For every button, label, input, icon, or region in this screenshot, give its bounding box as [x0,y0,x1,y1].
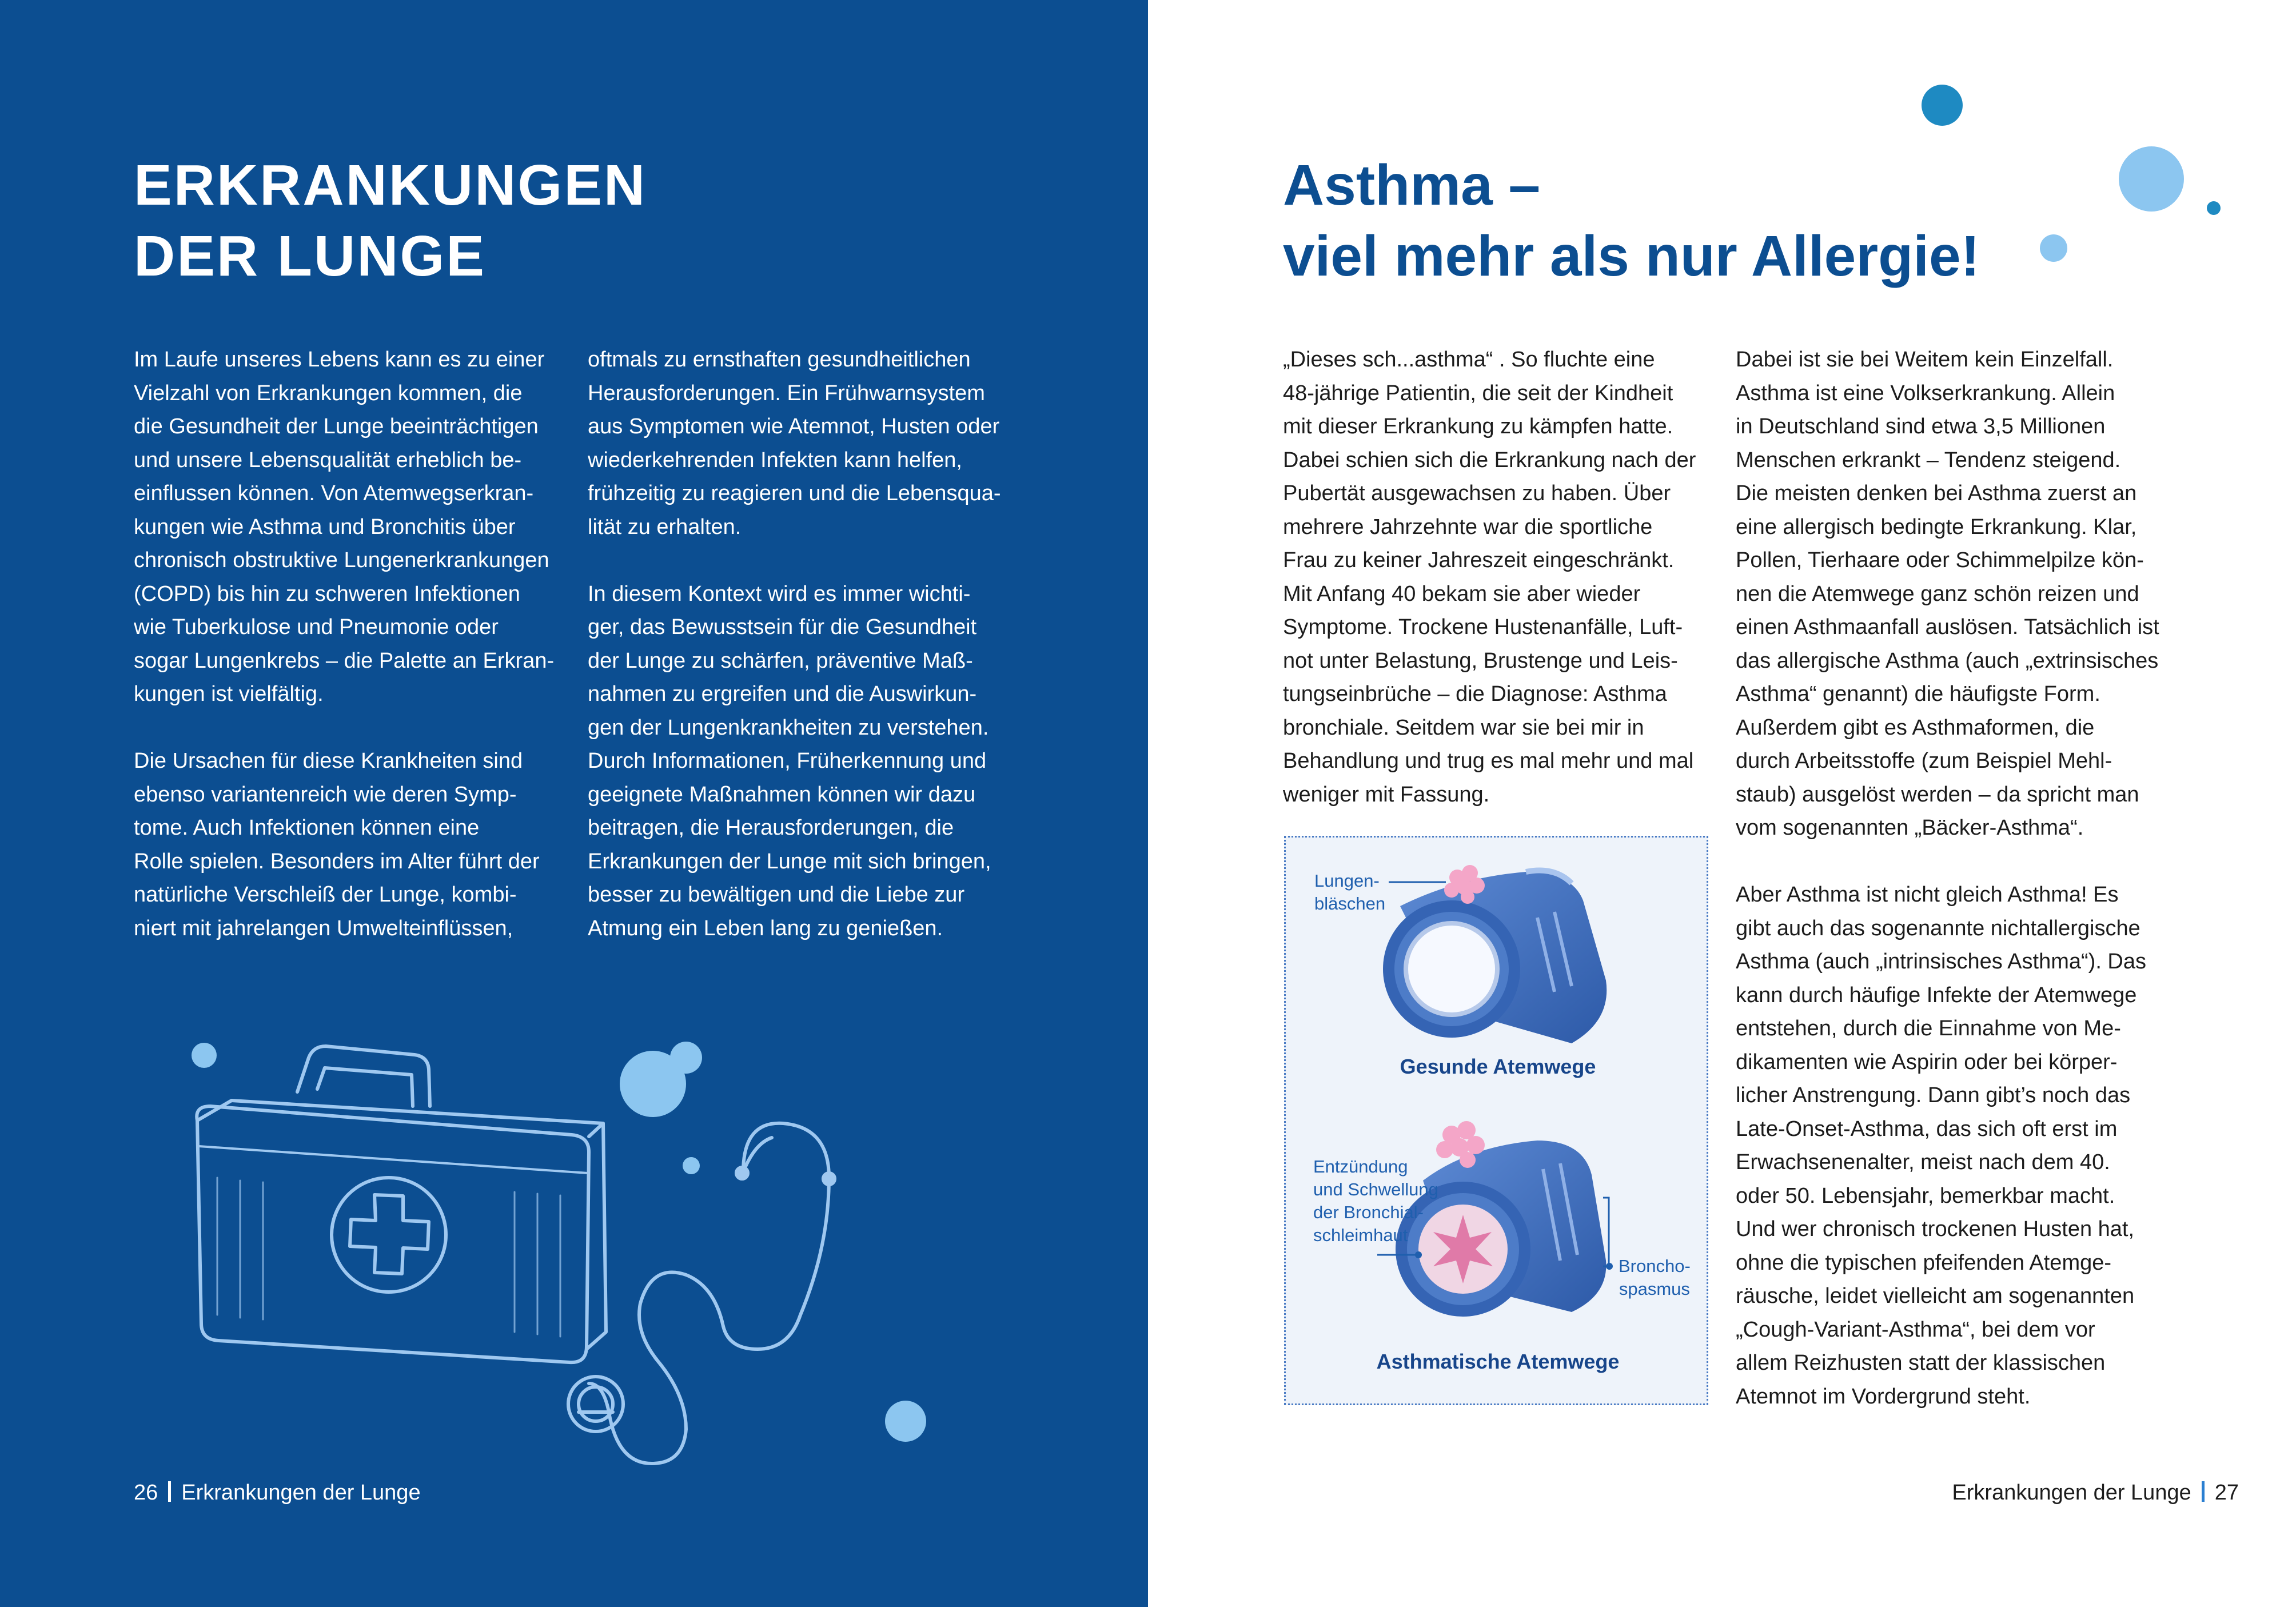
right-page-footer [1952,1478,2239,1507]
paragraph: Aber Asthma ist nicht gleich Asthma! Es gibt auch das sogenannte nichtallergische Asthma (auch „intrinsisches Asthma“). Das kann durch häufige Infekte der Atemwege entstehen, durch die Einnahme von Me- dikamenten wie Aspirin oder bei körper- licher Anstrengung. Dann gibt’s noch das Late-Onset-Asthma, das sich oft erst im Erwachsenenalter, meist nach dem 40. oder 50. Lebensjahr, bemerkbar macht. Und wer chronisch trockenen Husten hat, ohne die typischen pfeifenden Atemge- räusche, leidet vielleicht am sogenannten „Cough-Variant-Asthma“, bei dem vor allem Reizhusten statt der klassischen Atemnot im Vordergrund steht. [1736,883,2147,1409]
airway-figure [1284,836,1708,1405]
footer-separator [168,1481,171,1502]
bubble-decoration [192,1043,217,1068]
label-inflammation: Entzündung und Schwellung der Bronchial- schleimhaut [1313,1157,1438,1245]
label-alveoli: Lungen- bläschen [1314,871,1386,914]
footer-separator [2202,1481,2205,1502]
paragraph: Die Ursachen für diese Krankheiten sind ebenso variantenreich wie deren Symp- tome. Auch Infektionen können eine Rolle spielen. Besonders im Alter führt der natürliche Verschleiß der Lunge, kombi- niert mit jahrelangen Umwelteinflüssen, [134,749,540,940]
right-page [1148,0,2296,1607]
bubble-decoration [2207,201,2221,215]
page-number: 26 [134,1481,158,1505]
running-title: Erkrankungen der Lunge [181,1481,421,1505]
airway-illustration [1286,838,1710,1407]
bubble-decoration [885,1401,926,1442]
bubble-decoration [2119,146,2184,212]
paragraph: Im Laufe unseres Lebens kann es zu einer Vielzahl von Erkrankungen kommen, die die Gesundheit der Lunge beeinträchtigen und unsere Lebensqualität erheblich be- einflussen können. Von Atemwegserkran- kungen wie Asthma und Bronchitis über chronisch obstruktive Lungenerkrankungen (COPD) bis hin zu schweren Infektionen wie Tuberkulose und Pneumonie oder sogar Lungenkrebs – die Palette an Erkran- kungen ist vielfältig. [134,348,555,706]
bubble-decoration [683,1157,700,1174]
right-column-2 [1736,343,2170,1413]
caption-asthmatic-airways: Asthmatische Atemwege [1376,1350,1620,1373]
right-heading-line2: viel mehr als nur Allergie! [1283,224,1980,288]
first-aid-kit-icon [197,1046,606,1362]
right-page-heading [1283,150,1980,292]
running-title: Erkrankungen der Lunge [1952,1481,2191,1505]
paragraph: oftmals zu ernsthaften gesundheitlichen Herausforderungen. Ein Frühwarnsystem aus Symptomen wie Atemnot, Husten oder wiederkehrenden Infekten kann helfen, frühzeitig zu reagieren und die Lebensqua- lität zu erhalten. [588,348,1001,539]
left-page-footer [134,1478,421,1507]
paragraph: Dabei ist sie bei Weitem kein Einzelfall. Asthma ist eine Volkserkrankung. Allein in Deutschland sind etwa 3,5 Millionen Menschen erkrankt – Tendenz steigend. Die meisten denken bei Asthma zuerst an eine allergisch bedingte Erkrankung. Klar, Pollen, Tierhaare oder Schimmelpilze kön- nen die Atemwege ganz schön reizen und einen Asthmaanfall auslösen. Tatsächlich ist das allergische Asthma (auch „extrinsisches Asthma“ genannt) die häufigste Form. Außerdem gibt es Asthmaformen, die durch Arbeitsstoffe (zum Beispiel Mehl- staub) ausgelöst werden – da spricht man vom sogenannten „Bäcker-Asthma“. [1736,348,2159,840]
paragraph: „Dieses sch...asthma“ . So fluchte eine 48-jährige Patientin, die seit der Kindheit mit dieser Erkrankung zu kämpfen hatte. Dabei schien sich die Erkrankung nach der Pubertät ausgewachsen zu haben. Über mehrere Jahrzehnte war die sportliche Frau zu keiner Jahreszeit eingeschränkt. Mit Anfang 40 bekam sie aber wieder Symptome. Trockene Hustenanfälle, Luft- not unter Belastung, Brustenge und Leis- tungseinbrüche – die Diagnose: Asthma bronchiale. Seitdem war sie bei mir in Behandlung und trug es mal mehr und mal weniger mit Fassung. [1283,348,1696,807]
right-heading-line1: Asthma – [1283,153,1541,217]
bubble-decoration [2040,234,2067,262]
left-heading-line1: ERKRANKUNGEN [134,153,647,217]
stethoscope-icon [568,1123,835,1464]
page-number: 27 [2214,1481,2239,1505]
label-bronchospasm: Broncho- spasmus [1619,1256,1691,1299]
caption-healthy-airways: Gesunde Atemwege [1400,1055,1596,1078]
healthy-airway-graphic [1383,865,1607,1043]
paragraph: In diesem Kontext wird es immer wichti- ger, das Bewusstsein für die Gesundheit der Lunge zu schärfen, präventive Maß- nahmen zu ergreifen und die Auswirkun- gen der Lungenkrankheiten zu verstehen. Durch Informationen, Früherkennung und geeignete Maßnahmen können wir dazu beitragen, die Herausforderungen, die Erkrankungen der Lunge mit sich bringen, besser zu bewältigen und die Liebe zur Atmung ein Leben lang zu genießen. [588,581,991,940]
bubble-decoration [1922,85,1963,126]
left-heading-line2: DER LUNGE [134,224,486,288]
right-column-1 [1283,343,1717,811]
bubble-decoration [670,1042,702,1074]
